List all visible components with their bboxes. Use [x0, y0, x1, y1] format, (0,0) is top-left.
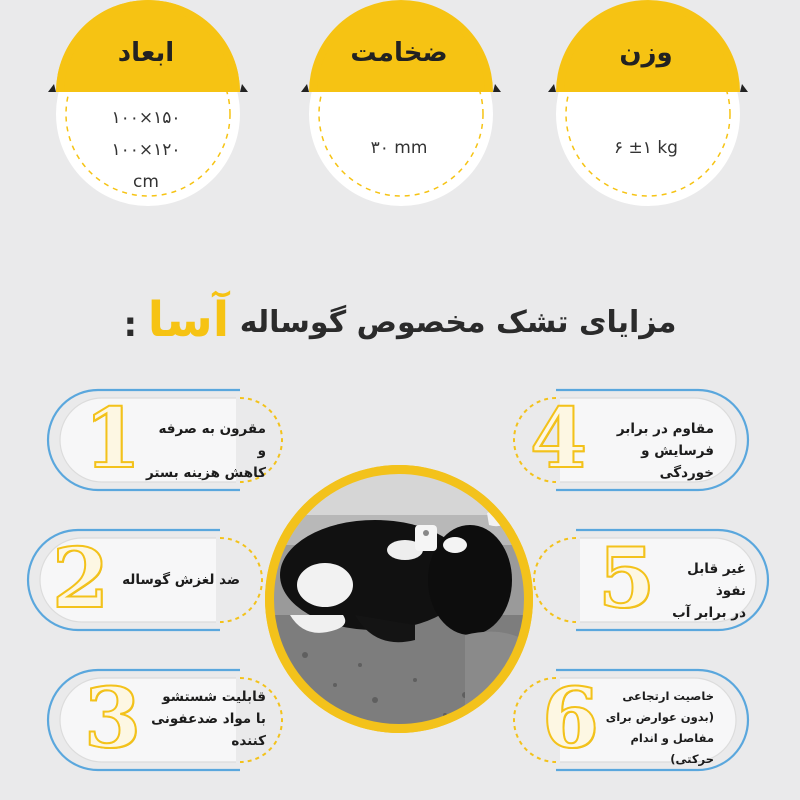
- brand-name: آسا: [147, 292, 230, 348]
- feature-1-line-2: کاهش هزینه بستر: [145, 465, 266, 481]
- spec-dimensions-value-2: ۱۰۰×۱۲۰: [111, 140, 181, 160]
- spec-thickness: [287, 0, 511, 224]
- feature-3-line-1: قابلیت شستشو: [162, 689, 266, 705]
- headline-colon: :: [123, 305, 138, 345]
- feature-4-line-1: مقاوم در برابر: [616, 421, 714, 437]
- feature-2-number: 2: [52, 531, 110, 627]
- feature-1-line-1: مقرون به صرفه و: [158, 421, 266, 459]
- feature-6-number: 6: [542, 671, 600, 767]
- spec-dimensions-title: ابعاد: [117, 38, 175, 68]
- spec-weight-title: وزن: [619, 38, 673, 68]
- page-headline: [0, 292, 800, 348]
- feature-3-line-2: با مواد ضدعفونی: [151, 711, 266, 727]
- feature-6-text: [590, 686, 714, 770]
- feature-6-line-2: (بدون عوارض برای: [605, 710, 714, 724]
- feature-6-line-1: خاصیت ارتجاعی: [622, 689, 714, 703]
- feature-4: [506, 384, 756, 496]
- feature-3-text: [146, 686, 266, 752]
- feature-2: [20, 524, 270, 636]
- feature-4-number: 4: [530, 391, 588, 487]
- spec-thickness-value: ۳۰ mm: [370, 138, 428, 158]
- calf-image: [265, 465, 533, 733]
- calf-photo: [265, 465, 533, 733]
- feature-3-line-3: کننده: [231, 733, 266, 749]
- headline-text: مزایای تشک مخصوص گوساله: [239, 305, 677, 340]
- spec-weight: [534, 0, 758, 224]
- feature-5-number: 5: [598, 531, 656, 627]
- feature-1-number: 1: [84, 391, 142, 487]
- feature-4-text: [590, 418, 714, 484]
- feature-2-text: [120, 569, 240, 591]
- feature-1: [40, 384, 290, 496]
- feature-3: [40, 664, 290, 776]
- feature-6-line-3: مفاصل و اندام حرکتی): [630, 731, 714, 766]
- spec-thickness-title: ضخامت: [350, 38, 448, 68]
- feature-3-number: 3: [84, 671, 142, 767]
- feature-5-text: [656, 558, 746, 624]
- spec-weight-value: ۶ ±۱ kg: [614, 138, 678, 158]
- feature-5-line-1: غیر قابل نفوذ: [687, 561, 746, 599]
- feature-5-line-2: در برابر آب: [672, 605, 746, 621]
- feature-4-line-2: فرسایش و خوردگی: [641, 443, 714, 481]
- feature-2-line-1: ضد لغزش گوساله: [122, 572, 240, 588]
- feature-5: [526, 524, 776, 636]
- spec-dimensions-value-1: ۱۰۰×۱۵۰: [111, 108, 181, 128]
- spec-dimensions: [34, 0, 258, 224]
- spec-badge-shape: [534, 0, 758, 224]
- feature-1-text: [146, 418, 266, 484]
- spec-badge-shape: [287, 0, 511, 224]
- spec-dimensions-unit: cm: [133, 172, 159, 192]
- feature-6: [506, 664, 756, 776]
